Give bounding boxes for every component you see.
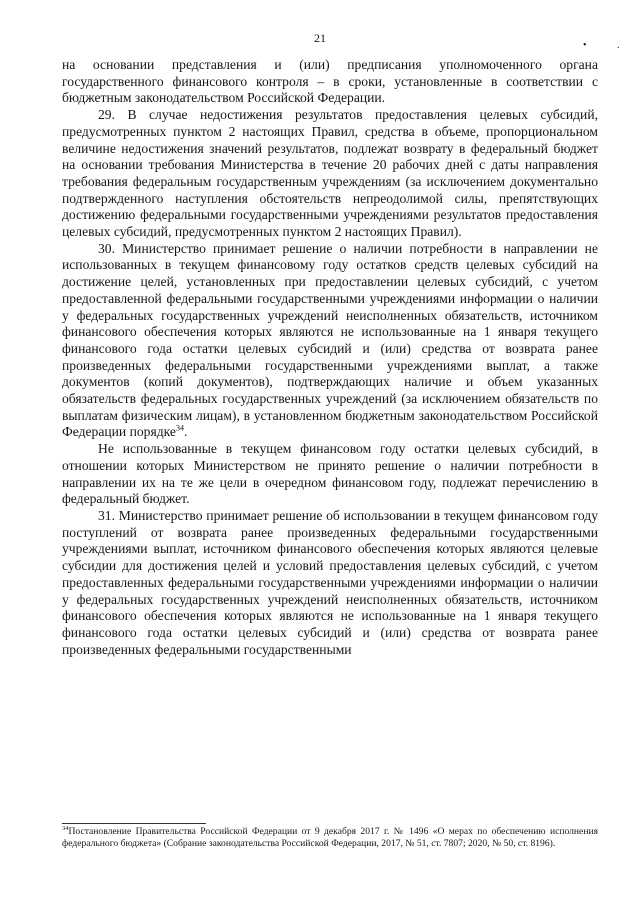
paragraph-30 — [62, 241, 598, 441]
footnote-text: Постановление Правительства Российской Федерации от 9 декабря 2017 г. № 1496 «О мерах по обеспечению исполнения федерального бюджета» (Собрание законодательства Российской Федерации, 2017, № 51, ст. 7807; 2020, № 50, ст. 8196). — [62, 826, 598, 850]
paragraph-30-second: Не использованные в текущем финансовом году остатки целевых субсидий, в отношении которых Министерством не принято решение о наличии потребности в направлении их на те же цели в очередном финансовом году, подлежат перечислению в федеральный бюджет. — [62, 441, 598, 507]
footnote-reference[interactable]: 34 — [175, 423, 184, 433]
scan-marks: • . — [583, 40, 634, 51]
paragraph-30-end: . — [183, 424, 188, 440]
body-text — [62, 57, 598, 658]
paragraph-continuation: на основании представления и (или) предписания уполномоченного органа государственного финансового контроля – в сроки, установленные в соответствии с бюджетным законодательством Российской Федерации. — [62, 57, 598, 106]
paragraph-31: 31. Министерство принимает решение об использовании в текущем финансовом году поступлений от возврата ранее произведенных федеральными государственными учреждениями выплат, источником финансового обеспечения которых являются целевые субсидии для достижения целей и условий предоставления целевых субсидий, с учетом предоставленных федеральными государственными учреждениями информации о наличии у федеральных государственных учреждений неисполненных обязательств, источником финансового обеспечения которых являются не использованные на 1 января текущего финансового года остатки целевых субсидий и (или) средства от возврата ранее произведенных федеральными государственными — [62, 507, 598, 657]
paragraph-29: 29. В случае недостижения результатов предоставления целевых субсидий, предусмотренных пунктом 2 настоящих Правил, средства в объеме, пропорциональном величине недостижения значений результатов, подлежат возврату в федеральный бюджет на основании требования Министерства в течение 20 рабочих дней с даты направления требования федеральным государственным учреждениям (за исключением документально подтвержденного наступления обстоятельств непреодолимой силы, препятствующих достижению федеральными государственными учреждениями результатов предоставления целевых субсидий, предусмотренных пунктом 2 настоящих Правил). — [62, 107, 598, 240]
footnote — [62, 826, 598, 851]
paragraph-30-text: 30. Министерство принимает решение о наличии потребности в направлении не использованных в текущем финансовому году остатков средств целевых субсидий на достижение целей, установленных при предоставлении целевых субсидий, с учетом предоставленной федеральными государственными учреждениями информации о наличии у федеральных государственных учреждений неисполненных обязательств, источником финансового обеспечения которых являются не использованные на 1 января текущего финансового года остатки целевых субсидий и (или) средства от возврата ранее произведенных федеральными государственными учреждениями выплат, а также документов (копий документов), подтверждающих наличие и объем указанных обязательств федеральных государственных учреждений (за исключением обязательств по выплатам физическим лицам), в установленном бюджетным законодательством Российской Федерации порядке — [62, 240, 598, 440]
footnote-separator — [62, 823, 206, 824]
footnote-number: 34 — [62, 824, 69, 832]
page-number: 21 — [314, 31, 326, 45]
